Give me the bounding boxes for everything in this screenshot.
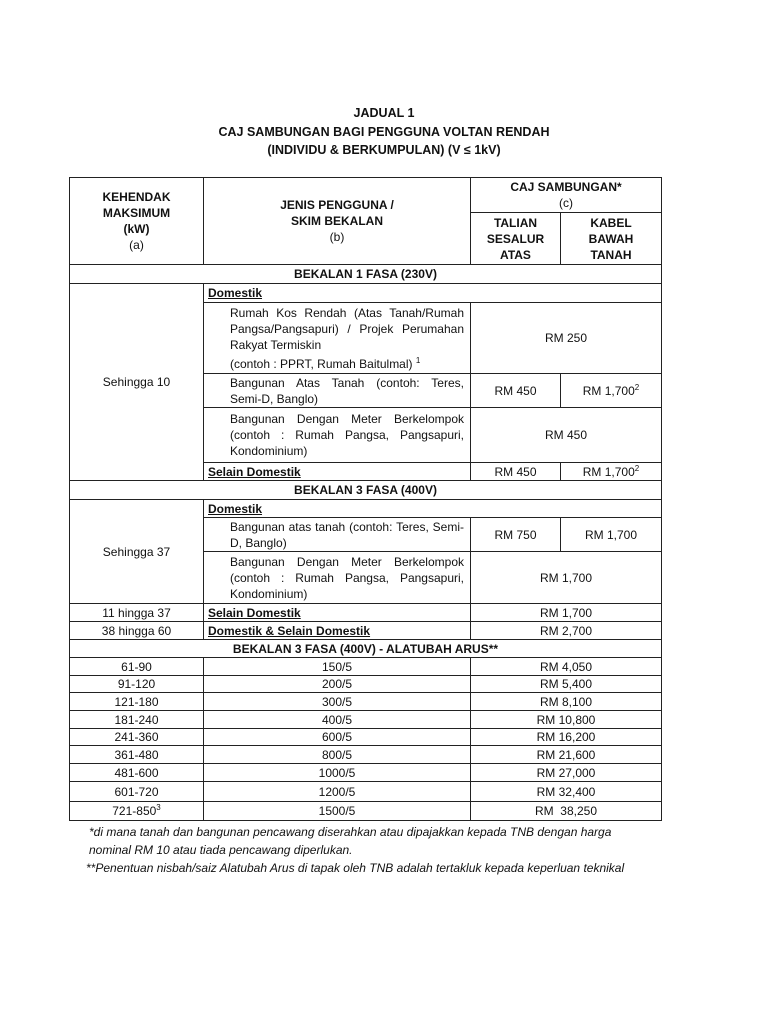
- charge-cell: RM 1,700: [561, 518, 662, 552]
- footnote-ref: 1: [415, 355, 421, 365]
- charge-cell: RM 16,200: [471, 729, 662, 746]
- range-cell: [70, 802, 204, 821]
- range-value: 241-360: [114, 730, 159, 744]
- ct-ratio-cell: 300/5: [204, 693, 471, 711]
- charge-cell: RM 38,250: [471, 802, 662, 821]
- range-cell: [70, 764, 204, 782]
- range-cell: [70, 676, 204, 693]
- range-cell: [70, 711, 204, 729]
- header-text: KEHENDAK: [102, 190, 171, 204]
- user-type: Bangunan Atas Tanah (contoh: Teres, Semi-D, Banglo): [204, 374, 471, 408]
- range-value: 601-720: [114, 784, 159, 799]
- charge-cell: [561, 463, 662, 481]
- table-row: [70, 711, 662, 729]
- table-row: [70, 729, 662, 746]
- section-heading: BEKALAN 3 FASA (400V) - ALATUBAH ARUS**: [70, 640, 662, 658]
- header-text: (kW): [123, 222, 150, 236]
- header-text: SESALUR: [486, 231, 545, 246]
- range-value: 121-180: [114, 694, 159, 709]
- ct-ratio-cell: 600/5: [204, 729, 471, 746]
- ct-ratio-cell: 150/5: [204, 658, 471, 676]
- header-text: KABEL: [590, 215, 632, 230]
- footnote-ref: 2: [634, 382, 640, 392]
- charge-cell: RM 450: [471, 408, 662, 463]
- category-label: Domestik & Selain Domestik: [204, 622, 471, 640]
- range-cell: [70, 658, 204, 676]
- ct-ratio-cell: 1500/5: [204, 802, 471, 821]
- user-type: Bangunan Dengan Meter Berkelompok (contoh : Rumah Pangsa, Pangsapuri, Kondominium): [204, 408, 471, 463]
- table-row: [70, 693, 662, 711]
- charge-cell: RM 4,050: [471, 658, 662, 676]
- ct-ratio-cell: 400/5: [204, 711, 471, 729]
- charge-cell: [561, 374, 662, 408]
- category-label: Domestik: [204, 284, 662, 303]
- ct-ratio-cell: 1200/5: [204, 782, 471, 802]
- header-tag: (a): [129, 238, 144, 252]
- category-label: Selain Domestik: [204, 604, 471, 622]
- user-type: Bangunan atas tanah (contoh: Teres, Semi-D, Banglo): [204, 518, 471, 552]
- charge-cell: RM 21,600: [471, 746, 662, 764]
- charge-cell: RM 450: [471, 374, 561, 408]
- charge-cell: RM 27,000: [471, 764, 662, 782]
- range-value: 91-120: [117, 677, 156, 691]
- section-heading: BEKALAN 3 FASA (400V): [70, 481, 662, 500]
- range-value: 481-600: [114, 765, 159, 780]
- user-type-text: Rumah Kos Rendah (Atas Tanah/Rumah Pangsa/Pangsapuri) / Projek Perumahan Rakyat Termiskin: [230, 305, 464, 352]
- charge-cell: RM 10,800: [471, 711, 662, 729]
- range-cell: 11 hingga 37: [70, 604, 204, 622]
- table-row: [70, 764, 662, 782]
- table-number: JADUAL 1: [353, 106, 415, 120]
- range-cell: [70, 782, 204, 802]
- user-type-example-line: [230, 356, 464, 372]
- header-text: TALIAN: [493, 215, 538, 230]
- header-text: JENIS PENGGUNA /: [280, 198, 394, 212]
- user-type: Bangunan Dengan Meter Berkelompok (contoh : Rumah Pangsa, Pangsapuri, Kondominium): [204, 552, 471, 604]
- table-row: [70, 676, 662, 693]
- range-cell: Sehingga 10: [70, 284, 204, 481]
- header-text: CAJ SAMBUNGAN*: [510, 180, 622, 194]
- footnote: **Penentuan nisbah/saiz Alatubah Arus di tapak oleh TNB adalah tertakluk kepada keperluan teknikal: [86, 861, 625, 875]
- table-row: [70, 782, 662, 802]
- range-cell: [70, 746, 204, 764]
- range-cell: [70, 693, 204, 711]
- header-text: TANAH: [590, 247, 632, 262]
- header-text: SKIM BEKALAN: [291, 214, 383, 228]
- table-row: [70, 658, 662, 676]
- header-tag: (c): [559, 196, 573, 210]
- range-value: 181-240: [114, 712, 159, 727]
- user-type-example: (contoh : PPRT, Rumah Baitulmal): [230, 356, 413, 371]
- table-row: [70, 802, 662, 821]
- charge-cell: RM 450: [471, 463, 561, 481]
- ct-ratio-cell: 1000/5: [204, 764, 471, 782]
- ct-ratio-cell: 200/5: [204, 676, 471, 693]
- charge-value: RM 1,700: [582, 383, 635, 398]
- footnote-ref: 3: [156, 803, 161, 812]
- document-subtitle: (INDIVIDU & BERKUMPULAN) (V ≤ 1kV): [267, 143, 501, 157]
- charge-cell: RM 32,400: [471, 782, 662, 802]
- range-value: 721-850: [112, 804, 157, 818]
- user-type: [204, 303, 471, 374]
- charge-cell: RM 750: [471, 518, 561, 552]
- charge-cell: RM 1,700: [471, 552, 662, 604]
- header-text: BAWAH: [588, 231, 634, 246]
- charge-cell: RM 2,700: [471, 622, 662, 640]
- ct-ratio-cell: 800/5: [204, 746, 471, 764]
- footnote-ref: 2: [634, 463, 640, 473]
- footnotes: [86, 823, 749, 877]
- section-heading: BEKALAN 1 FASA (230V): [70, 265, 662, 284]
- charges-table: [69, 177, 662, 821]
- charge-cell: RM 250: [471, 303, 662, 374]
- ct-rows: [70, 658, 662, 821]
- range-value: 61-90: [121, 659, 152, 674]
- document-title: CAJ SAMBUNGAN BAGI PENGGUNA VOLTAN RENDAH: [218, 125, 550, 139]
- header-tag: (b): [329, 230, 345, 244]
- charge-cell: RM 1,700: [471, 604, 662, 622]
- charge-cell: RM 8,100: [471, 693, 662, 711]
- header-text: ATAS: [500, 247, 531, 262]
- header-caj: [471, 178, 662, 213]
- range-value: 361-480: [114, 747, 159, 762]
- range-cell: Sehingga 37: [70, 500, 204, 604]
- header-kehendak: [70, 178, 204, 265]
- header-text: MAKSIMUM: [102, 206, 171, 220]
- charge-cell: RM 5,400: [471, 676, 662, 693]
- header-jenis: [204, 178, 471, 265]
- table-row: [70, 746, 662, 764]
- header-kabel: [561, 213, 662, 265]
- table-and-footnotes: [69, 177, 749, 877]
- header-talian: [471, 213, 561, 265]
- range-cell: [70, 729, 204, 746]
- category-label: Selain Domestik: [204, 463, 471, 481]
- charge-value: RM 1,700: [582, 464, 635, 479]
- footnote: *di mana tanah dan bangunan pencawang diserahkan atau dipajakkan kepada TNB dengan harga: [89, 825, 612, 839]
- range-cell: 38 hingga 60: [70, 622, 204, 640]
- footnote: nominal RM 10 atau tiada pencawang diperlukan.: [89, 843, 353, 857]
- category-label: Domestik: [204, 500, 662, 518]
